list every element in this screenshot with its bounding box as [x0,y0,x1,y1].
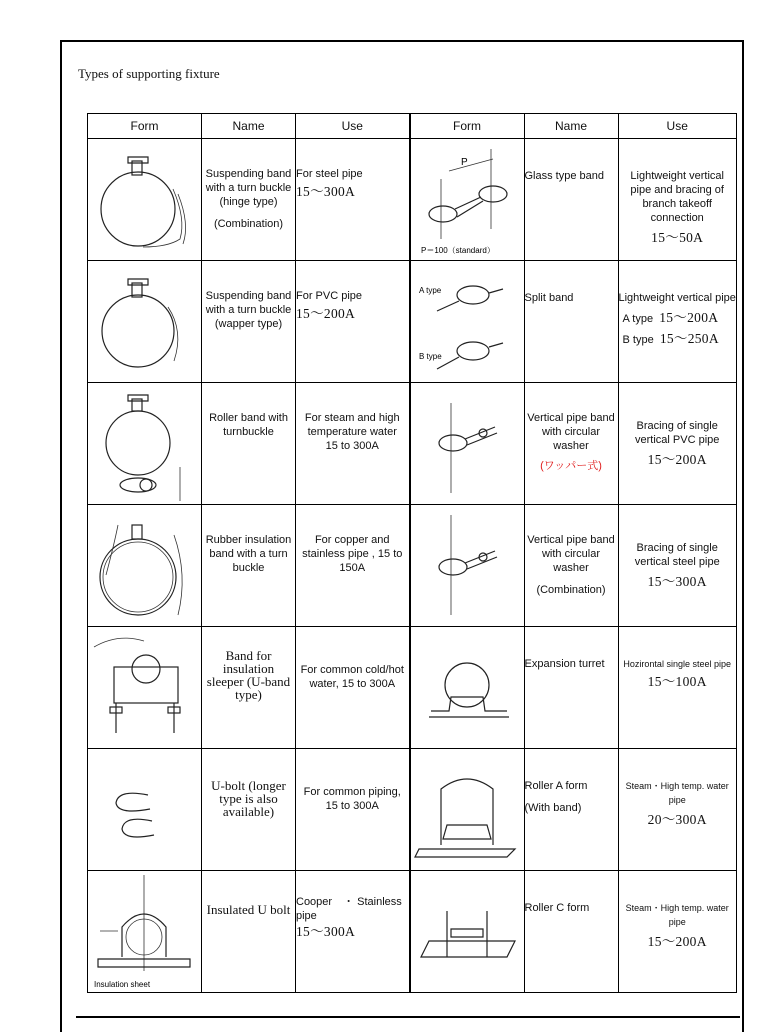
name-line: type is also [219,791,278,806]
use-range: 15～50A [651,230,704,245]
split-band-drawing [411,261,524,381]
name-line: washer [553,562,589,574]
use-range: 15～200A [659,310,719,325]
dimension-label: P＝100（standard） [420,246,495,255]
fixture-name [524,383,618,505]
form-illustration [410,871,525,993]
name-line: (Combination) [536,584,606,596]
name-line: (With band) [524,802,582,814]
name-line: sleeper (U-band [206,674,291,689]
table-row [88,505,737,627]
use-range: 15～300A [647,574,707,589]
use-line: Steam・High temp. water pipe [625,903,729,927]
fixture-use [618,383,736,505]
name-line: insulation [222,661,275,676]
vertical-pipe-band-washer-drawing [411,383,524,503]
fixture-name [524,139,618,261]
use-range: 15～300A [296,184,356,199]
table-row [88,261,737,383]
fixture-use [618,139,736,261]
form-illustration [410,505,525,627]
name-line: with circular [541,548,601,560]
fixture-name [524,261,618,383]
use-line: 15 to 300A [325,800,379,812]
dimension-label-p: P [460,157,468,168]
name-line: Suspending band [205,168,292,180]
name-line: band with a turn [209,548,288,560]
name-line: U-bolt (longer [211,778,286,793]
fixture-name [202,261,296,383]
name-line: type) [235,687,262,702]
use-line: Bracing of single [636,542,718,554]
header-row [88,114,737,139]
use-line: pipe and bracing of [630,184,724,196]
name-line: buckle [232,562,265,574]
fixture-table [87,113,737,993]
form-illustration [88,627,202,749]
name-line: (wapper type) [214,318,283,330]
use-line: For steam and high [304,412,400,424]
fixture-name [202,749,296,871]
table-row [88,749,737,871]
form-illustration [410,139,525,261]
use-line: Lightweight vertical pipe [618,292,736,304]
form-illustration [410,261,525,383]
use-range: 15～100A [647,674,707,689]
fixture-use [296,383,410,505]
split-band-b-label: B type [418,352,442,361]
use-line: 15 to 300A [325,440,379,452]
type-label: B type [622,334,654,346]
suspending-band-wapper-drawing [88,261,201,381]
fixture-name [202,383,296,505]
name-line: Vertical pipe band [527,412,615,424]
name-line: Roller A form [524,780,588,792]
use-range: 15～200A [647,934,707,949]
use-line: stainless pipe , 15 to [302,548,403,560]
form-illustration [410,383,525,505]
form-illustration [88,749,202,871]
header-form: Form [88,114,202,139]
use-line: Steam・High temp. water pipe [625,781,729,805]
rubber-insulation-band-drawing [88,505,201,625]
glass-type-band-drawing [411,139,524,259]
use-line: For PVC pipe [296,290,363,302]
name-line: Roller band with [209,412,288,424]
fixture-name [524,749,618,871]
use-line: Cooper ・ Stainless [296,896,402,908]
name-line: Roller C form [524,902,590,914]
name-line: Split band [524,292,574,304]
name-line: Rubber insulation [205,534,292,546]
split-band-a-label: A type [418,286,441,295]
fixture-use [296,139,410,261]
name-line: washer [553,440,589,452]
use-line: For copper and [314,534,390,546]
name-line: (hinge type) [219,196,278,208]
fixture-name [202,139,296,261]
bottom-rule [76,1016,740,1018]
name-line: with a turn buckle [205,182,292,194]
roller-c-form-drawing [411,871,524,991]
fixture-use [618,627,736,749]
name-line: (Combination) [213,218,284,230]
use-range: 15～200A [647,452,707,467]
use-range: 15～300A [296,924,356,939]
form-illustration [88,871,202,993]
page-title: Types of supporting fixture [78,66,220,81]
header-form: Form [410,114,525,139]
use-range: 15～250A [659,331,719,346]
name-line: Suspending band [205,290,292,302]
fixture-use [296,871,410,993]
fixture-use [618,749,736,871]
form-illustration [88,505,202,627]
fixture-name [202,505,296,627]
fixture-name [202,627,296,749]
use-range: 15～200A [296,306,356,321]
suspending-band-hinge-drawing [88,139,201,259]
use-line: Lightweight vertical [630,170,724,182]
fixture-name [524,505,618,627]
use-line: temperature water [307,426,397,438]
name-line: Vertical pipe band [527,534,615,546]
form-illustration [88,383,202,505]
expansion-turret-drawing [411,627,524,747]
fixture-use [618,871,736,993]
header-use: Use [618,114,736,139]
roller-a-form-drawing [411,749,524,869]
insulation-sheet-label: Insulation sheet [94,980,151,989]
use-line: connection [650,212,704,224]
use-line: vertical steel pipe [634,556,720,568]
name-line: with a turn buckle [205,304,292,316]
header-use: Use [296,114,410,139]
header-name: Name [524,114,618,139]
use-line: Hozirontal single steel pipe [623,659,731,669]
name-line: available) [222,804,275,819]
use-line: 150A [339,562,366,574]
name-line: Insulated U bolt [206,902,291,917]
use-line: For common piping, [303,786,401,798]
fixture-name [524,871,618,993]
table-row [88,139,737,261]
name-line-japanese: (ワッパー式) [540,460,602,472]
table-row [88,627,737,749]
form-illustration [88,139,202,261]
fixture-use [296,505,410,627]
header-name: Name [202,114,296,139]
insulated-u-bolt-drawing [88,871,201,991]
use-line: pipe [296,910,317,922]
u-bolt-drawing [88,749,201,869]
use-line: For steel pipe [296,168,363,180]
fixture-use [296,627,410,749]
type-label: A type [622,313,654,325]
fixture-use [618,505,736,627]
name-line: with circular [541,426,601,438]
fixture-name [524,627,618,749]
insulation-sleeper-u-band-drawing [88,627,201,747]
fixture-use [296,749,410,871]
roller-band-drawing [88,383,201,503]
table-row [88,871,737,993]
name-line: Band for [225,648,272,663]
form-illustration [410,627,525,749]
use-line: vertical PVC pipe [635,434,720,446]
form-illustration [88,261,202,383]
fixture-use [618,261,736,383]
use-line: For common cold/hot [300,664,404,676]
name-line: turnbuckle [223,426,274,438]
use-range: 20～300A [647,812,707,827]
fixture-name [202,871,296,993]
table-row [88,383,737,505]
name-line: Expansion turret [524,658,605,670]
name-line: Glass type band [524,170,604,182]
use-line: branch takeoff [642,198,712,210]
form-illustration [410,749,525,871]
fixture-use [296,261,410,383]
vertical-pipe-band-combination-drawing [411,505,524,625]
use-line: Bracing of single [636,420,718,432]
use-line: water, 15 to 300A [309,678,396,690]
